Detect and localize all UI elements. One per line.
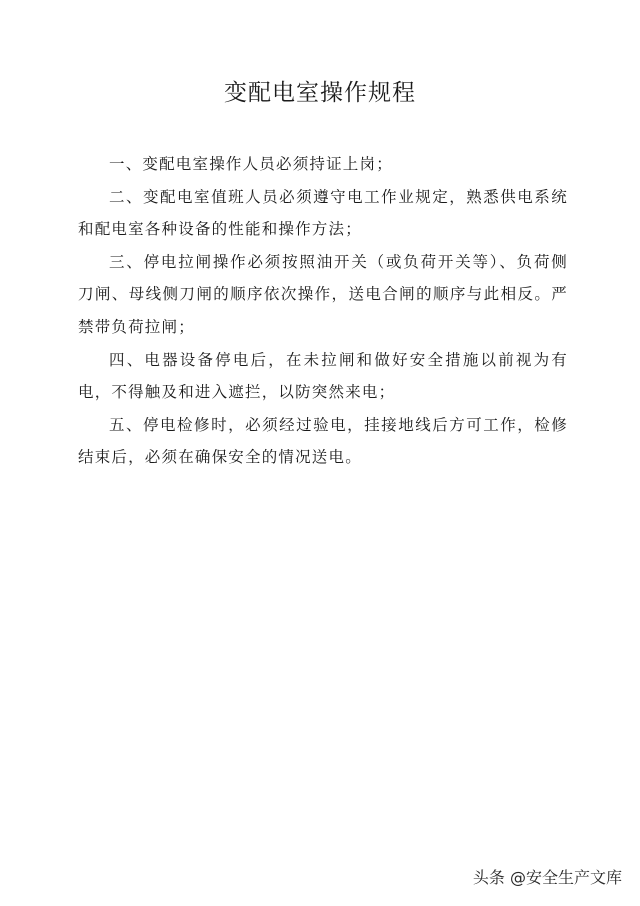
rule-paragraph-3: 三、停电拉闸操作必须按照油开关（或负荷开关等）、负荷侧刀闸、母线侧刀闸的顺序依次操作，送电合闸的顺序与此相反。严禁带负荷拉闸； <box>78 252 568 336</box>
source-watermark: 头条 @安全生产文库 <box>472 868 622 887</box>
document-title: 变配电室操作规程 <box>224 80 416 106</box>
rule-paragraph-5: 五、停电检修时，必须经过验电，挂接地线后方可工作，检修结束后，必须在确保安全的情况送电。 <box>78 415 568 467</box>
rule-paragraph-2: 二、变配电室值班人员必须遵守电工作业规定，熟悉供电系统和配电室各种设备的性能和操作方法； <box>78 187 568 239</box>
rule-paragraph-4: 四、电器设备停电后，在未拉闸和做好安全措施以前视为有电，不得触及和进入遮拦，以防突然来电； <box>78 350 568 402</box>
rule-paragraph-1: 一、变配电室操作人员必须持证上岗； <box>109 155 393 173</box>
document-body <box>78 148 568 474</box>
